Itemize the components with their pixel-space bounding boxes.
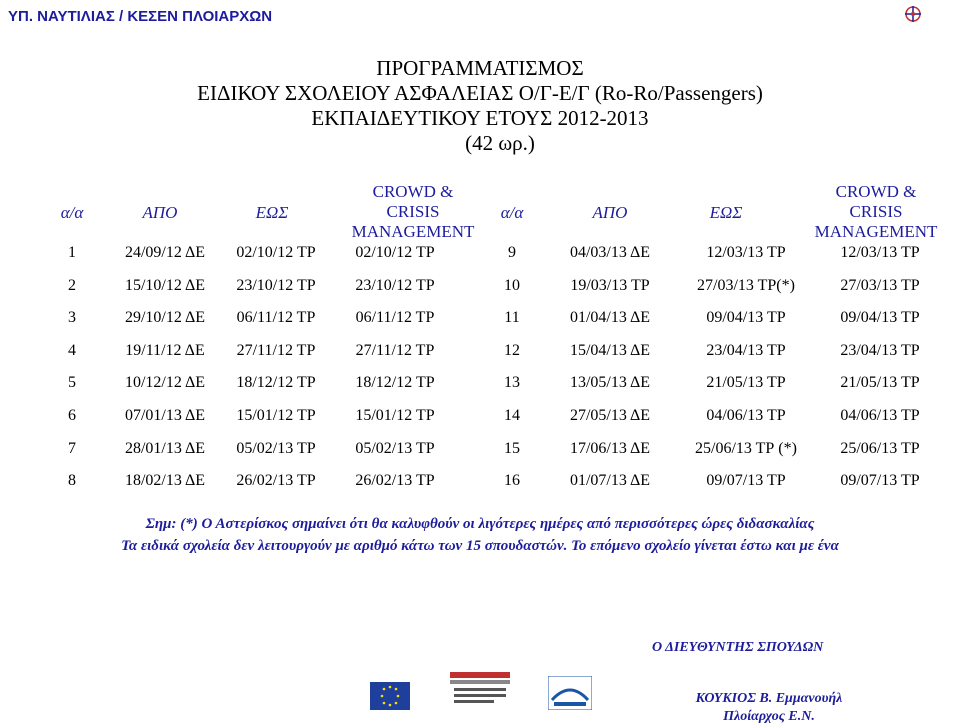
cell-apo: 13/05/13 ΔΕ [569, 374, 651, 392]
header-crowd-line1: CROWD & [835, 182, 917, 201]
cell-eos: 21/05/13 ΤΡ [706, 374, 786, 392]
cell-apo: 15/04/13 ΔΕ [569, 341, 651, 359]
cell-aa: 16 [504, 472, 520, 490]
cell-crowd: 15/01/12 ΤΡ [355, 407, 435, 424]
cell-eos: 25/06/13 ΤΡ (*) [695, 439, 797, 457]
cell-eos: 09/07/13 ΤΡ [706, 472, 786, 490]
title-line-3: ΕΚΠΑΙΔΕΥΤΙΚΟΥ ΕΤΟΥΣ 2012-2013 [311, 106, 649, 130]
cell-apo: 18/02/13 ΔΕ [124, 472, 206, 490]
cell-apo: 01/07/13 ΔΕ [569, 472, 651, 490]
cell-apo: 27/05/13 ΔΕ [569, 407, 651, 424]
cell-apo: 24/09/12 ΔΕ [124, 244, 206, 261]
header-crowd-line3: MANAGEMENT [351, 222, 475, 241]
cell-apo: 07/01/13 ΔΕ [124, 407, 206, 424]
header-crowd-line2: CRISIS [386, 202, 440, 221]
cell-crowd: 12/03/13 ΤΡ [840, 244, 920, 261]
cell-eos: 12/03/13 ΤΡ [706, 244, 786, 261]
header-crowd-line2: CRISIS [849, 202, 903, 221]
header-crowd-left [330, 182, 496, 242]
cell-eos: 23/10/12 ΤΡ [236, 276, 316, 294]
cell-eos: 02/10/12 ΤΡ [236, 244, 316, 261]
header-aa-right: α/α [500, 203, 524, 222]
cell-apo: 10/12/12 ΔΕ [124, 374, 206, 392]
title-line-2: ΕΙΔΙΚΟΥ ΣΧΟΛΕΙΟΥ ΑΣΦΑΛΕΙΑΣ Ο/Γ-Ε/Γ (Ro-Ro/Passengers) [197, 81, 763, 105]
cell-crowd: 09/04/13 ΤΡ [840, 309, 920, 327]
cell-eos: 05/02/13 ΤΡ [236, 439, 316, 457]
note-minimum-students: Τα ειδικά σχολεία δεν λειτουργούν με αριθμό κάτω των 15 σπουδαστών. Το επόμενο σχολείο γίνεται έστω και με ένα [121, 538, 839, 554]
cell-apo: 28/01/13 ΔΕ [124, 439, 206, 457]
header-eos-left: ΕΩΣ [255, 203, 289, 222]
signature-block [694, 690, 844, 726]
director-title: Ο ΔΙΕΥΘΥΝΤΗΣ ΣΠΟΥΔΩΝ [652, 640, 824, 655]
cell-eos: 06/11/12 ΤΡ [236, 309, 316, 327]
cell-eos: 23/04/13 ΤΡ [706, 341, 786, 359]
cell-crowd: 27/03/13 ΤΡ [840, 276, 920, 294]
cell-eos: 27/11/12 ΤΡ [236, 341, 316, 359]
footer-logos [370, 672, 630, 728]
cell-apo: 01/04/13 ΔΕ [569, 309, 651, 327]
cell-aa: 8 [68, 472, 76, 490]
cell-aa: 6 [68, 407, 76, 424]
cell-crowd: 25/06/13 ΤΡ [840, 439, 920, 457]
cell-crowd: 05/02/13 ΤΡ [355, 439, 435, 457]
cell-aa: 11 [504, 309, 520, 327]
cell-crowd: 26/02/13 ΤΡ [355, 472, 435, 490]
cell-apo: 17/06/13 ΔΕ [569, 439, 651, 457]
cell-aa: 3 [68, 309, 76, 327]
cell-aa: 13 [504, 374, 520, 392]
note-asterisk: Σημ: (*) Ο Αστερίσκος σημαίνει ότι θα καλυφθούν οι λιγότερες ημέρες από περισσότερες ώρες διδασκαλίας [145, 516, 815, 532]
director-name: ΚΟΥΚΙΟΣ Β. Εμμανουήλ [695, 691, 843, 706]
cell-crowd: 27/11/12 ΤΡ [355, 341, 435, 359]
header-crowd-right [796, 182, 956, 242]
cell-aa: 5 [68, 374, 76, 392]
cell-aa: 15 [504, 439, 520, 457]
header-eos-right: ΕΩΣ [709, 203, 743, 222]
director-rank: Πλοίαρχος Ε.Ν. [723, 709, 815, 724]
cell-aa: 14 [504, 407, 520, 424]
cell-crowd: 02/10/12 ΤΡ [355, 244, 435, 261]
cell-crowd: 06/11/12 ΤΡ [355, 309, 435, 327]
header-aa-left: α/α [60, 203, 84, 222]
header-apo-left: ΑΠΟ [142, 203, 178, 222]
cell-apo: 04/03/13 ΔΕ [569, 244, 651, 261]
cell-eos: 26/02/13 ΤΡ [236, 472, 316, 490]
cell-aa: 10 [504, 276, 520, 294]
header-apo-right: ΑΠΟ [592, 203, 628, 222]
cell-apo: 29/10/12 ΔΕ [124, 309, 206, 327]
cell-eos: 27/03/13 ΤΡ(*) [697, 276, 795, 294]
cell-eos: 15/01/12 ΤΡ [236, 407, 316, 424]
cell-crowd: 18/12/12 ΤΡ [355, 374, 435, 392]
cell-aa: 1 [68, 244, 76, 261]
header-crowd-line3: MANAGEMENT [814, 222, 938, 241]
espa-logo-icon [548, 676, 592, 710]
cell-crowd: 09/07/13 ΤΡ [840, 472, 920, 490]
education-program-logo-icon [450, 672, 510, 712]
header-crowd-line1: CROWD & [372, 182, 454, 201]
cell-aa: 12 [504, 341, 520, 359]
cell-aa: 2 [68, 276, 76, 294]
cell-crowd: 04/06/13 ΤΡ [840, 407, 920, 424]
cell-crowd: 23/04/13 ΤΡ [840, 341, 920, 359]
cell-apo: 19/03/13 ΤΡ [570, 276, 650, 294]
cell-aa: 7 [68, 439, 76, 457]
eu-flag-icon [370, 682, 410, 710]
title-line-4: (42 ωρ.) [465, 131, 535, 155]
cell-crowd: 21/05/13 ΤΡ [840, 374, 920, 392]
title-line-1: ΠΡΟΓΡΑΜΜΑΤΙΣΜΟΣ [376, 56, 584, 80]
cell-eos: 09/04/13 ΤΡ [706, 309, 786, 327]
navy-emblem-icon [894, 2, 932, 26]
cell-apo: 15/10/12 ΔΕ [124, 276, 206, 294]
cell-eos: 18/12/12 ΤΡ [236, 374, 316, 392]
cell-crowd: 23/10/12 ΤΡ [355, 276, 435, 294]
document-title [0, 56, 960, 156]
ministry-header: ΥΠ. ΝΑΥΤΙΛΙΑΣ / ΚΕΣΕΝ ΠΛΟΙΑΡΧΩΝ [8, 8, 273, 25]
cell-aa: 4 [68, 341, 76, 359]
cell-apo: 19/11/12 ΔΕ [125, 341, 205, 359]
cell-aa: 9 [508, 244, 516, 261]
cell-eos: 04/06/13 ΤΡ [706, 407, 786, 424]
